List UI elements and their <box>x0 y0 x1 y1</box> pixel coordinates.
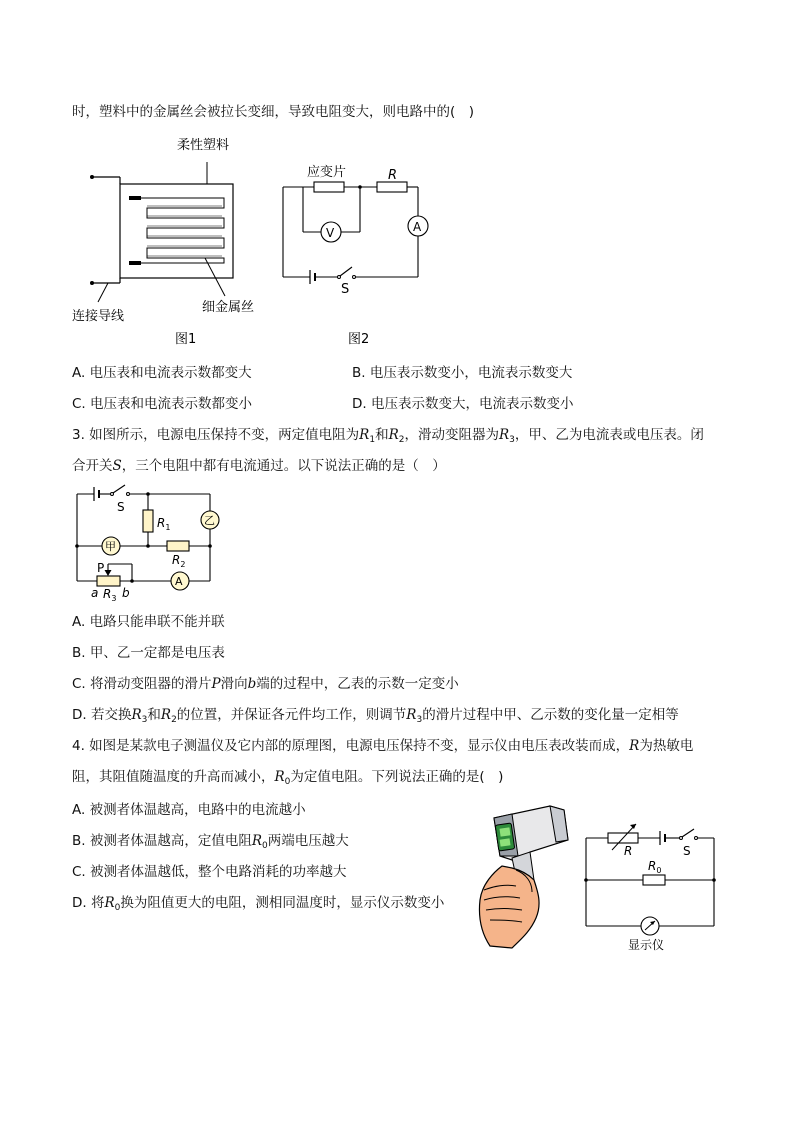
q3-fig-S: S <box>117 500 125 514</box>
q2-option-a: A. 电压表和电流表示数都变大 <box>72 365 252 381</box>
fig1-label-wire: 细金属丝 <box>202 300 255 315</box>
q4-option-b: B. 被测者体温越高，定值电阻$R_0$两端电压越大 <box>72 833 349 851</box>
fig2-label-R: R <box>388 168 398 183</box>
q3-fig-R2: $R_2$ <box>172 553 186 569</box>
q3-option-b: B. 甲、乙一定都是电压表 <box>72 645 225 661</box>
q3-option-c: C. 将滑动变阻器的滑片P滑向b端的过程中，乙表的示数一定变小 <box>72 676 459 692</box>
fig2-voltmeter-V: V <box>326 226 335 240</box>
q3-fig-A: A <box>175 575 183 588</box>
q2-option-c: C. 电压表和电流表示数都变小 <box>72 396 253 412</box>
q3-stem-line1: 3. 如图所示，电源电压保持不变，两定值电阻为$R_1$和$R_2$，滑动变阻器为$R_3$，甲、乙为电流表或电压表。闭 <box>72 427 704 445</box>
q4-circuit-figure <box>580 818 730 958</box>
q3-fig-b: b <box>122 586 130 600</box>
q4-stem-line1: 4. 如图是某款电子测温仪及它内部的原理图，电源电压保持不变，显示仪由电压表改装而成，R为热敏电 <box>72 738 694 754</box>
q4-stem-line2: 阻，其阻值随温度的升高而减小，$R_0$为定值电阻。下列说法正确的是( ) <box>72 769 504 787</box>
q3-fig-yi: 乙 <box>204 514 215 527</box>
q4-fig-R: R <box>624 844 633 858</box>
q2-stem-tail: 时，塑料中的金属丝会被拉长变细，导致电阻变大，则电路中的( ) <box>72 104 475 120</box>
fig1-label-plastic: 柔性塑料 <box>177 138 230 153</box>
q3-fig-R3: $R_3$ <box>103 587 117 603</box>
fig1-caption: 图1 <box>175 332 197 347</box>
thermometer-gun-illustration <box>472 800 577 950</box>
fig2-caption: 图2 <box>348 332 370 347</box>
q4-fig-display: 显示仪 <box>628 938 665 952</box>
q4-option-d: D. 将$R_0$换为阻值更大的电阻，测相同温度时，显示仪示数变小 <box>72 895 445 913</box>
fig1-label-lead: 连接导线 <box>72 309 125 324</box>
q3-fig-jia: 甲 <box>105 540 116 553</box>
q2-option-b: B. 电压表示数变小，电流表示数变大 <box>352 365 573 381</box>
q3-fig-R1: $R_1$ <box>157 516 171 532</box>
q3-fig-P: P <box>97 561 105 575</box>
q3-option-d: D. 若交换$R_3$和$R_2$的位置，并保证各元件均工作，则调节$R_3$的滑片过程中甲、乙示数的变化量一定相等 <box>72 707 679 725</box>
q4-option-c: C. 被测者体温越低，整个电路消耗的功率越大 <box>72 864 347 880</box>
q3-stem-line2: 合开关S，三个电阻中都有电流通过。以下说法正确的是（ ） <box>72 458 446 474</box>
q4-option-a: A. 被测者体温越高，电路中的电流越小 <box>72 802 306 818</box>
q3-circuit-figure <box>70 484 220 604</box>
q3-fig-a: a <box>91 586 99 600</box>
fig2-label-strain: 应变片 <box>307 165 347 180</box>
q4-fig-R0: $R_0$ <box>648 859 662 875</box>
q3-option-a: A. 电路只能串联不能并联 <box>72 614 225 630</box>
figure-1-strain-gauge <box>60 130 280 355</box>
figure-2-circuit <box>270 160 440 355</box>
fig2-ammeter-A: A <box>413 220 422 234</box>
fig2-label-S: S <box>341 282 350 297</box>
q2-option-d: D. 电压表示数变大，电流表示数变小 <box>352 396 574 412</box>
q4-fig-S: S <box>683 844 691 858</box>
